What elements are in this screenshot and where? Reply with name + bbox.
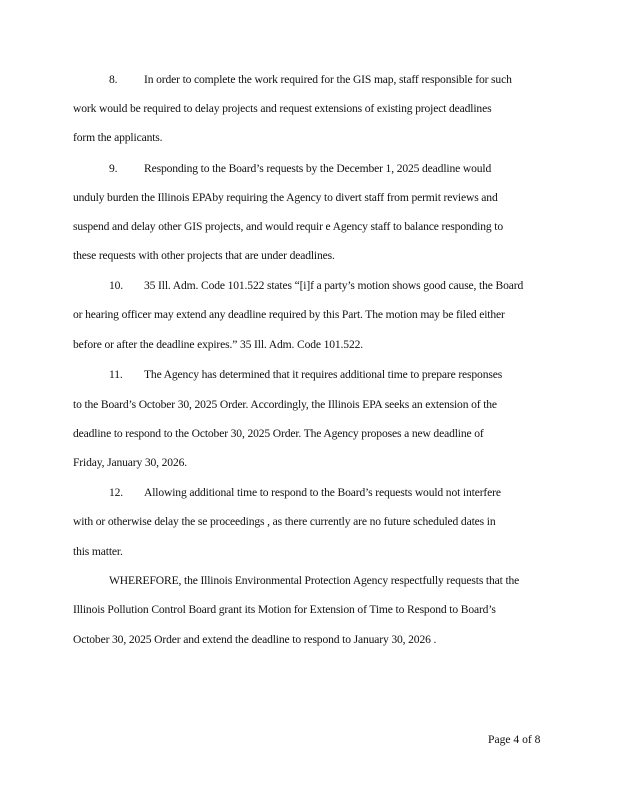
paragraph-number: 12. — [109, 486, 124, 499]
paragraph-11-line-2: to the Board’s October 30, 2025 Order. Accordingly, the Illinois EPA seeks an extension of the — [73, 398, 497, 411]
paragraph-text: 35 Ill. Adm. Code 101.522 states “[i]f a party’s motion shows good cause, the Board — [144, 279, 524, 292]
paragraph-9-line-2: unduly burden the Illinois EPAby requiring the Agency to divert staff from permit reviews and — [73, 191, 498, 204]
wherefore-line-2: Illinois Pollution Control Board grant its Motion for Extension of Time to Respond to Board’s — [73, 603, 496, 616]
paragraph-8-line-1 — [73, 73, 555, 87]
paragraph-12-line-3: this matter. — [73, 545, 123, 558]
wherefore-line-3: October 30, 2025 Order and extend the deadline to respond to January 30, 2026 . — [73, 633, 437, 646]
paragraph-number: 10. — [109, 279, 124, 292]
paragraph-text: Responding to the Board’s requests by the December 1, 2025 deadline would — [144, 162, 492, 175]
paragraph-11-line-1 — [73, 368, 555, 382]
paragraph-text: The Agency has determined that it requires additional time to prepare responses — [144, 368, 503, 381]
paragraph-number: 11. — [109, 368, 123, 381]
paragraph-12-line-2: with or otherwise delay the se proceedings , as there currently are no future scheduled dates in — [73, 515, 496, 528]
paragraph-12-line-1 — [73, 486, 555, 500]
paragraph-number: 8. — [109, 73, 118, 86]
paragraph-text: Allowing additional time to respond to the Board’s requests would not interfere — [144, 486, 501, 499]
paragraph-10-line-2: or hearing officer may extend any deadline required by this Part. The motion may be filed either — [73, 308, 505, 321]
paragraph-9-line-3: suspend and delay other GIS projects, and would requir e Agency staff to balance responding to — [73, 220, 503, 233]
paragraph-11-line-3: deadline to respond to the October 30, 2025 Order. The Agency proposes a new deadline of — [73, 427, 484, 440]
paragraph-8-line-2: work would be required to delay projects and request extensions of existing project deadlines — [73, 102, 492, 115]
paragraph-10-line-3: before or after the deadline expires.” 35 Ill. Adm. Code 101.522. — [73, 338, 363, 351]
paragraph-text: In order to complete the work required for the GIS map, staff responsible for such — [144, 73, 512, 86]
paragraph-text: WHEREFORE, the Illinois Environmental Protection Agency respectfully requests that the — [109, 574, 520, 587]
paragraph-9-line-1 — [73, 162, 555, 176]
paragraph-number: 9. — [109, 162, 118, 175]
wherefore-line-1 — [73, 574, 555, 588]
paragraph-9-line-4: these requests with other projects that are under deadlines. — [73, 249, 335, 262]
paragraph-11-line-4: Friday, January 30, 2026. — [73, 456, 187, 469]
paragraph-10-line-1 — [73, 279, 555, 293]
page-number: Page 4 of 8 — [488, 733, 541, 746]
paragraph-8-line-3: form the applicants. — [73, 131, 163, 144]
